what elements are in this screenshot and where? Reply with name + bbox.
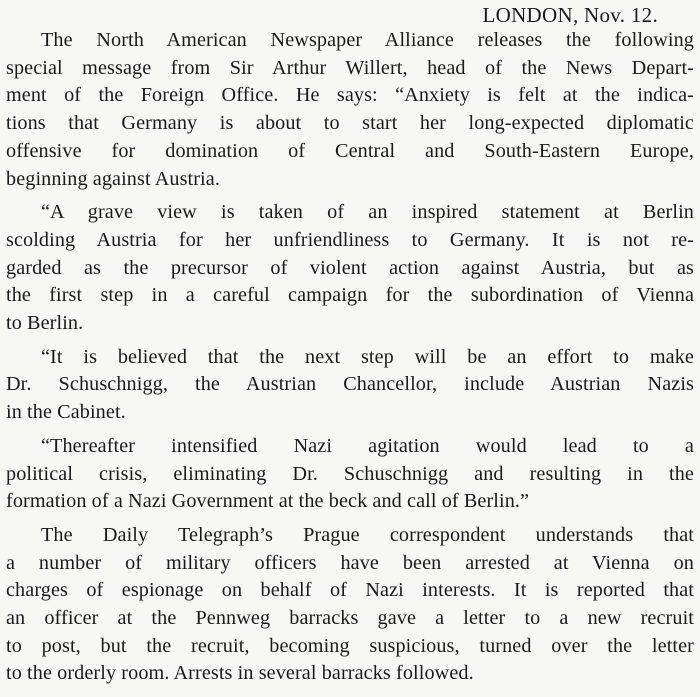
- text-line: special message from Sir Arthur Willert, head of the News Depart-: [6, 56, 694, 79]
- paragraph-nazi-agitation: [6, 433, 694, 516]
- text-line: to Berlin.: [6, 312, 84, 335]
- text-line: ment of the Foreign Office. He says: “Anxiety is felt at the indica-: [6, 84, 694, 107]
- text-line: Dr. Schuschnigg, the Austrian Chancellor, include Austrian Nazis: [6, 373, 694, 396]
- text-line: The North American Newspaper Alliance releases the following: [41, 29, 694, 51]
- text-line: a number of military officers have been arrested at Vienna on: [6, 551, 694, 574]
- text-line: beginning against Austria.: [6, 167, 220, 190]
- text-line: formation of a Nazi Government at the beck and call of Berlin.”: [6, 490, 530, 513]
- text-line: “Thereafter intensified Nazi agitation would lead to a: [41, 434, 694, 457]
- text-line: political crisis, eliminating Dr. Schuschnigg and resulting in the: [6, 462, 694, 485]
- text-line: “A grave view is taken of an inspired statement at Berlin: [41, 201, 694, 224]
- text-line: charges of espionage on behalf of Nazi interests. It is reported that: [6, 579, 694, 602]
- text-line: in the Cabinet.: [6, 401, 126, 424]
- text-line: an officer at the Pennweg barracks gave a letter to a new recruit: [6, 607, 694, 630]
- text-line: “It is believed that the next step will be an effort to make: [41, 345, 694, 368]
- text-line: offensive for domination of Central and South-Eastern Europe,: [6, 139, 694, 162]
- text-line: The Daily Telegraph’s Prague correspondent understands that: [41, 523, 694, 546]
- text-line: scolding Austria for her unfriendliness to Germany. It is not re-: [6, 228, 694, 251]
- text-line: to the orderly room. Arrests in several barracks followed.: [6, 662, 474, 685]
- paragraph-next-step: [6, 344, 694, 427]
- text-line: garded as the precursor of violent action against Austria, but as: [6, 256, 694, 279]
- paragraph-berlin-statement: [6, 199, 694, 338]
- paragraph-willert-message: [6, 27, 694, 193]
- text-line: the first step in a careful campaign for the subordination of Vienna: [6, 284, 694, 307]
- dateline: LONDON, Nov. 12.: [482, 3, 658, 27]
- paragraph-prague-correspondent: [6, 522, 694, 688]
- text-line: to post, but the recruit, becoming suspicious, turned over the letter: [6, 634, 694, 657]
- text-line: tions that Germany is about to start her long-expected diplomatic: [6, 112, 694, 135]
